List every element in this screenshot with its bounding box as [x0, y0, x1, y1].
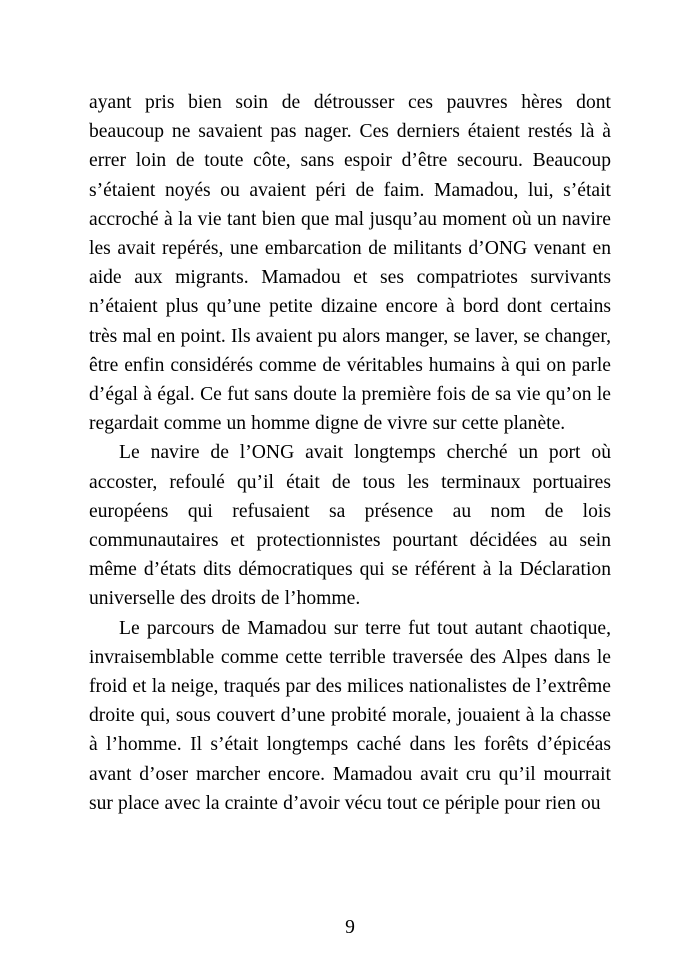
- page-text-block: [89, 88, 611, 818]
- body-paragraph-3: Le parcours de Mamadou sur terre fut tout autant chaotique, invraisemblable comme cette terrible traversée des Alpes dans le froid et la neige, traqués par des milices nationalistes de l’extrême droite qui, sous couvert d’une probité morale, jouaient à la chasse à l’homme. Il s’était longtemps caché dans les forêts d’épicéas avant d’oser marcher encore. Mamadou avait cru qu’il mourrait sur place avec la crainte d’avoir vécu tout ce périple pour rien ou: [89, 617, 611, 814]
- body-paragraph-2: Le navire de l’ONG avait longtemps cherché un port où accoster, refoulé qu’il était de tous les terminaux portuaires européens qui refusaient sa présence au nom de lois communautaires et protectionnistes pourtant décidées au sein même d’états dits démocratiques qui se référent à la Déclaration universelle des droits de l’homme.: [89, 442, 611, 610]
- page-number: 9: [345, 917, 355, 938]
- body-paragraph-1: ayant pris bien soin de détrousser ces pauvres hères dont beaucoup ne savaient pas nager. Ces derniers étaient restés là à errer loin de toute côte, sans espoir d’être secouru. Beaucoup s’étaient noyés ou avaient péri de faim. Mamadou, lui, s’était accroché à la vie tant bien que mal jusqu’au moment où un navire les avait repérés, une embarcation de militants d’ONG venant en aide aux migrants. Mamadou et ses compatriotes survivants n’étaient plus qu’une petite dizaine encore à bord dont certains très mal en point. Ils avaient pu alors manger, se laver, se changer, être enfin considérés comme de véritables humains à qui on parle d’égal à égal. Ce fut sans doute la première fois de sa vie qu’on le regardait comme un homme digne de vivre sur cette planète.: [89, 92, 611, 435]
